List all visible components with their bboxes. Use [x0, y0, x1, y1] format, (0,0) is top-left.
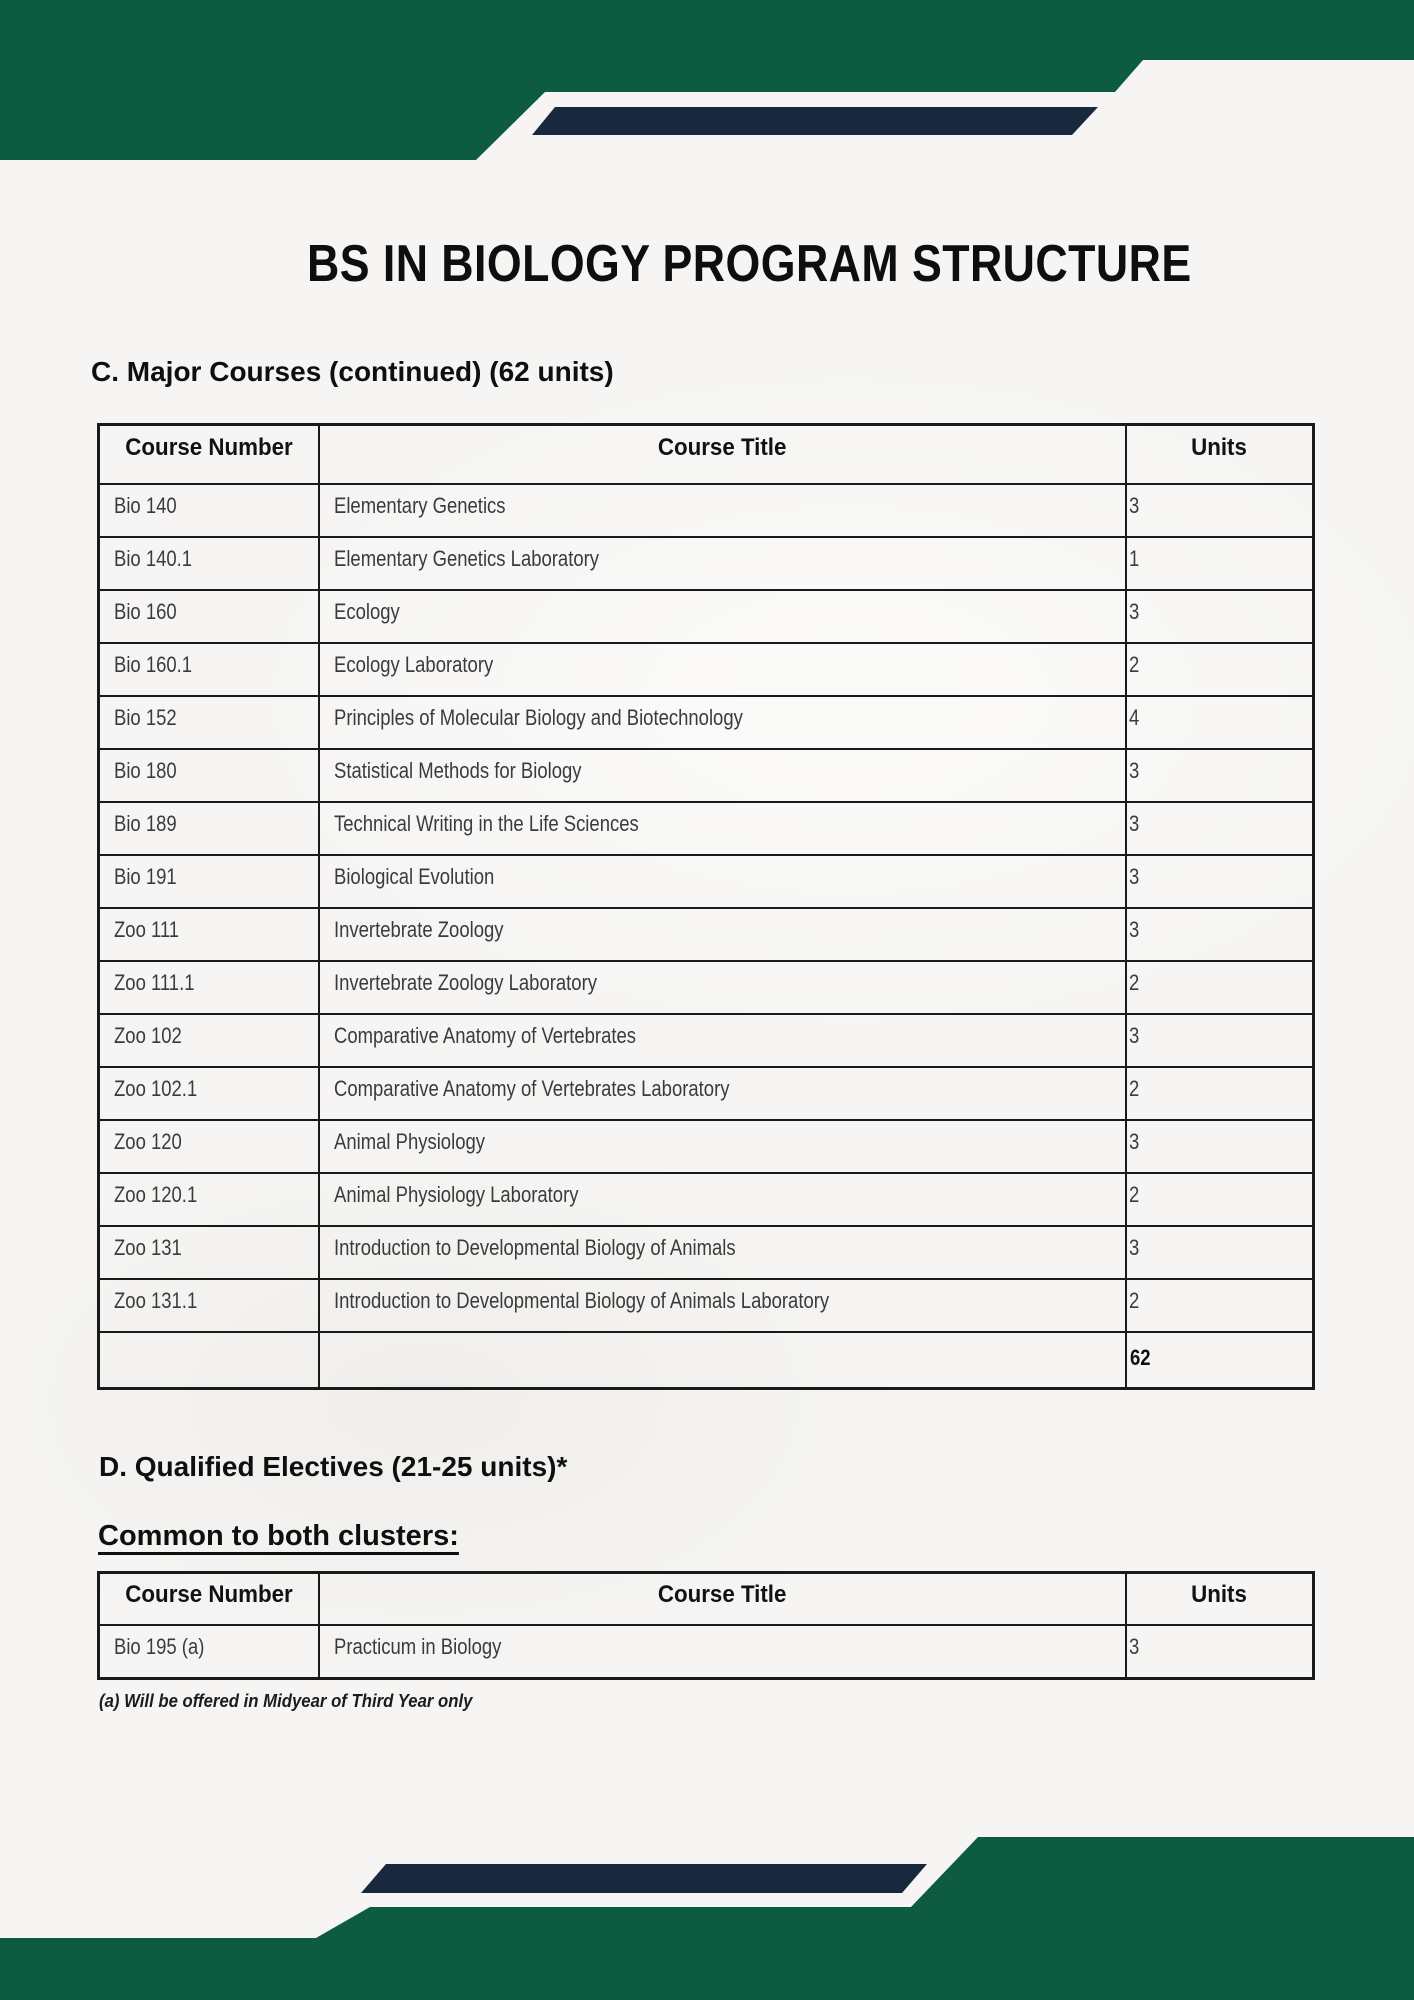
course-title-cell — [319, 1279, 1126, 1332]
course-row — [99, 537, 1314, 590]
course-number-value: Bio 191 — [114, 863, 177, 889]
course-title-cell — [319, 855, 1126, 908]
column-header-label: Course Title — [657, 1581, 787, 1608]
course-units-cell — [1126, 1226, 1314, 1279]
course-number-value: Bio 180 — [114, 757, 177, 783]
course-title-cell — [319, 1625, 1126, 1679]
course-number-value: Bio 152 — [114, 704, 177, 730]
course-title-value: Practicum in Biology — [333, 1633, 501, 1659]
course-units-value: 2 — [1128, 1075, 1139, 1101]
course-units-value: 3 — [1128, 1022, 1139, 1048]
column-header-course-number — [99, 1573, 319, 1625]
course-row — [99, 1279, 1314, 1332]
course-units-cell — [1126, 1067, 1314, 1120]
course-row — [99, 643, 1314, 696]
course-number-value: Bio 140 — [114, 492, 177, 518]
course-units-value: 3 — [1128, 810, 1139, 836]
top-banner-green-shape — [0, 0, 1414, 160]
page-title-text: BS IN BIOLOGY PROGRAM STRUCTURE — [306, 235, 1192, 293]
course-row — [99, 855, 1314, 908]
column-header-label: Course Title — [657, 434, 787, 461]
course-title-value: Ecology — [333, 598, 400, 624]
course-units-cell — [1126, 1625, 1314, 1679]
course-units-cell — [1126, 643, 1314, 696]
course-number-cell — [99, 537, 319, 590]
course-units-value: 3 — [1128, 598, 1139, 624]
course-units-cell — [1126, 1173, 1314, 1226]
course-title-value: Comparative Anatomy of Vertebrates — [333, 1022, 636, 1048]
course-units-value: 1 — [1128, 545, 1139, 571]
total-row-empty-title-cell — [319, 1332, 1126, 1389]
course-units-value: 3 — [1128, 916, 1139, 942]
bottom-banner-green-shape — [0, 1837, 1414, 2000]
course-row — [99, 961, 1314, 1014]
course-units-value: 2 — [1128, 651, 1139, 677]
course-title-cell — [319, 749, 1126, 802]
course-units-value: 3 — [1128, 1633, 1139, 1659]
course-title-value: Invertebrate Zoology — [333, 916, 503, 942]
column-header-units — [1126, 1573, 1314, 1625]
course-number-value: Zoo 102 — [114, 1022, 182, 1048]
course-row — [99, 1173, 1314, 1226]
course-title-cell — [319, 1120, 1126, 1173]
column-header-course-number — [99, 425, 319, 484]
course-title-value: Technical Writing in the Life Sciences — [333, 810, 639, 836]
course-number-cell — [99, 484, 319, 537]
course-title-value: Principles of Molecular Biology and Biotechnology — [333, 704, 743, 730]
course-number-value: Bio 160 — [114, 598, 177, 624]
top-banner-navy-stripe — [532, 107, 1098, 135]
course-units-value: 4 — [1128, 704, 1139, 730]
course-title-value: Elementary Genetics — [333, 492, 506, 518]
section-c-heading: C. Major Courses (continued) (62 units) — [91, 356, 614, 387]
bottom-banner-navy-stripe — [361, 1864, 927, 1893]
course-units-cell — [1126, 1120, 1314, 1173]
course-number-cell — [99, 802, 319, 855]
section-d-heading: D. Qualified Electives (21-25 units)* — [99, 1451, 568, 1482]
course-number-value: Zoo 111.1 — [114, 969, 195, 995]
course-row — [99, 590, 1314, 643]
course-number-cell — [99, 1067, 319, 1120]
course-units-value: 3 — [1128, 863, 1139, 889]
course-title-cell — [319, 590, 1126, 643]
course-title-value: Biological Evolution — [333, 863, 494, 889]
course-number-value: Zoo 120.1 — [114, 1181, 198, 1207]
course-number-cell — [99, 749, 319, 802]
course-title-cell — [319, 1014, 1126, 1067]
column-header-units — [1126, 425, 1314, 484]
column-header-course-title — [319, 425, 1126, 484]
course-title-cell — [319, 537, 1126, 590]
course-title-cell — [319, 961, 1126, 1014]
course-title-cell — [319, 802, 1126, 855]
course-number-value: Bio 195 (a) — [114, 1633, 205, 1659]
major-courses-table — [97, 423, 1315, 1390]
course-row — [99, 1014, 1314, 1067]
course-row — [99, 802, 1314, 855]
total-row — [99, 1332, 1314, 1389]
course-number-cell — [99, 961, 319, 1014]
course-units-value: 2 — [1128, 1181, 1139, 1207]
course-units-value: 3 — [1128, 1234, 1139, 1260]
course-row — [99, 484, 1314, 537]
course-title-value: Invertebrate Zoology Laboratory — [333, 969, 597, 995]
course-number-value: Bio 189 — [114, 810, 177, 836]
course-title-value: Elementary Genetics Laboratory — [333, 545, 599, 571]
course-number-value: Bio 160.1 — [114, 651, 193, 677]
table-header-row — [99, 1573, 1314, 1625]
course-units-value: 2 — [1128, 1287, 1139, 1313]
course-units-cell — [1126, 484, 1314, 537]
course-number-value: Zoo 131.1 — [114, 1287, 198, 1313]
course-title-cell — [319, 696, 1126, 749]
course-title-value: Introduction to Developmental Biology of Animals — [333, 1234, 736, 1260]
course-row — [99, 1226, 1314, 1279]
course-number-value: Zoo 111 — [114, 916, 180, 942]
page-title — [0, 235, 1414, 293]
column-header-label: Units — [1191, 1581, 1248, 1608]
course-title-cell — [319, 484, 1126, 537]
total-units-cell — [1126, 1332, 1314, 1389]
course-title-cell — [319, 643, 1126, 696]
course-title-value: Ecology Laboratory — [333, 651, 493, 677]
table-header-row — [99, 425, 1314, 484]
course-number-cell — [99, 696, 319, 749]
course-number-cell — [99, 1173, 319, 1226]
section-d-subheading: Common to both clusters: — [98, 1520, 459, 1552]
course-units-value: 3 — [1128, 1128, 1139, 1154]
course-number-value: Zoo 120 — [114, 1128, 182, 1154]
course-number-cell — [99, 1625, 319, 1679]
course-units-cell — [1126, 1014, 1314, 1067]
course-units-cell — [1126, 855, 1314, 908]
course-number-cell — [99, 1279, 319, 1332]
course-units-cell — [1126, 537, 1314, 590]
column-header-label: Course Number — [125, 434, 293, 461]
course-number-cell — [99, 590, 319, 643]
course-units-cell — [1126, 802, 1314, 855]
qualified-electives-table — [97, 1571, 1315, 1680]
course-units-value: 2 — [1128, 969, 1139, 995]
course-title-cell — [319, 908, 1126, 961]
course-units-cell — [1126, 749, 1314, 802]
course-number-cell — [99, 1120, 319, 1173]
course-title-value: Animal Physiology Laboratory — [333, 1181, 578, 1207]
footnote: (a) Will be offered in Midyear of Third Year only — [99, 1691, 473, 1711]
course-number-cell — [99, 643, 319, 696]
course-row — [99, 749, 1314, 802]
column-header-label: Course Number — [125, 1581, 293, 1608]
course-number-cell — [99, 855, 319, 908]
course-title-value: Introduction to Developmental Biology of Animals Laboratory — [333, 1287, 829, 1313]
column-header-course-title — [319, 1573, 1126, 1625]
course-number-cell — [99, 908, 319, 961]
course-number-value: Zoo 131 — [114, 1234, 182, 1260]
course-units-cell — [1126, 590, 1314, 643]
total-units-value: 62 — [1129, 1344, 1151, 1370]
course-units-cell — [1126, 961, 1314, 1014]
course-number-cell — [99, 1226, 319, 1279]
course-units-value: 3 — [1128, 757, 1139, 783]
course-row — [99, 1625, 1314, 1679]
total-row-empty-number-cell — [99, 1332, 319, 1389]
column-header-label: Units — [1191, 434, 1248, 461]
course-title-value: Statistical Methods for Biology — [333, 757, 582, 783]
course-row — [99, 1067, 1314, 1120]
course-number-value: Bio 140.1 — [114, 545, 193, 571]
course-units-cell — [1126, 1279, 1314, 1332]
course-row — [99, 908, 1314, 961]
course-title-value: Animal Physiology — [333, 1128, 485, 1154]
course-units-value: 3 — [1128, 492, 1139, 518]
course-number-cell — [99, 1014, 319, 1067]
course-title-cell — [319, 1226, 1126, 1279]
course-title-cell — [319, 1173, 1126, 1226]
course-units-cell — [1126, 696, 1314, 749]
course-row — [99, 696, 1314, 749]
course-units-cell — [1126, 908, 1314, 961]
course-row — [99, 1120, 1314, 1173]
course-number-value: Zoo 102.1 — [114, 1075, 198, 1101]
course-title-value: Comparative Anatomy of Vertebrates Laboratory — [333, 1075, 729, 1101]
course-title-cell — [319, 1067, 1126, 1120]
